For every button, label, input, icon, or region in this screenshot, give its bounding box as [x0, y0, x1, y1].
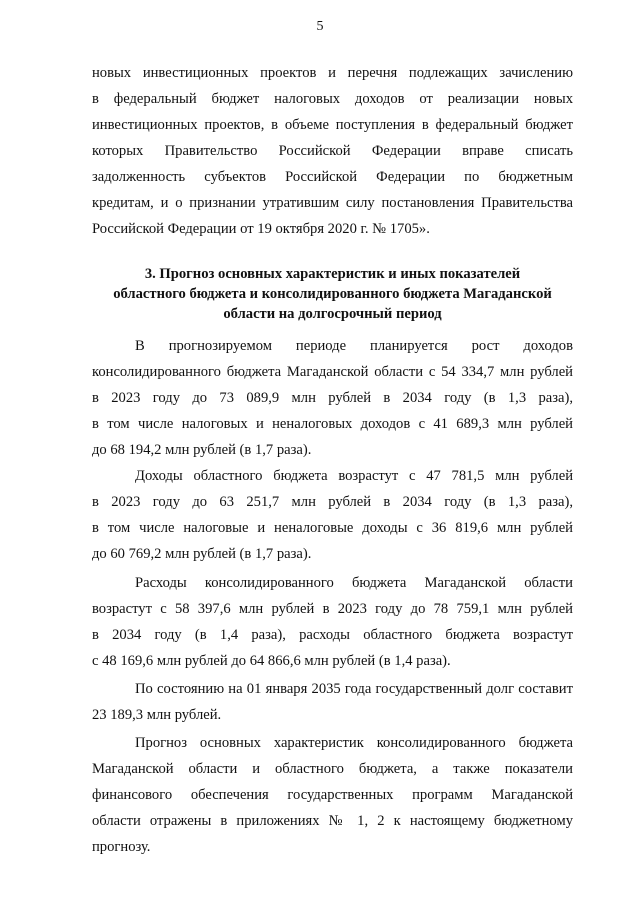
- text-line: Расходы консолидированного бюджета Магаданской области: [135, 575, 573, 591]
- text-line: Прогноз основных характеристик консолидированного бюджета: [135, 735, 573, 751]
- text-line: прогнозу.: [92, 839, 151, 855]
- text-line: новых инвестиционных проектов и перечня подлежащих зачислению: [92, 65, 573, 81]
- paragraph-state-debt: [92, 676, 573, 728]
- text-line: области отражены в приложениях № 1, 2 к настоящему бюджетному: [92, 813, 573, 829]
- text-line: финансового обеспечения государственных программ Магаданской: [92, 787, 573, 803]
- page-number: 5: [316, 19, 324, 34]
- paragraph-regional-revenue: [92, 463, 573, 567]
- text-line: инвестиционных проектов, в объеме поступления в федеральный бюджет: [92, 117, 573, 133]
- paragraph-forecast-appendices: [92, 730, 573, 860]
- text-line: в федеральный бюджет налоговых доходов от реализации новых: [92, 91, 573, 107]
- text-line: консолидированного бюджета Магаданской области с 54 334,7 млн рублей: [92, 364, 573, 380]
- paragraph-consolidated-revenue: [92, 333, 573, 463]
- text-line: задолженность субъектов Российской Федерации по бюджетным: [92, 169, 573, 185]
- text-line: в 2034 году (в 1,4 раза), расходы областного бюджета возрастут: [92, 627, 573, 643]
- text-line: в 2023 году до 73 089,9 млн рублей в 2034 году (в 1,3 раза),: [92, 390, 573, 406]
- heading-line: 3. Прогноз основных характеристик и иных показателей: [144, 266, 521, 282]
- text-line: По состоянию на 01 января 2035 года государственный долг составит: [135, 681, 573, 697]
- heading-line: областного бюджета и консолидированного бюджета Магаданской: [113, 286, 552, 302]
- text-line: 23 189,3 млн рублей.: [92, 707, 222, 723]
- text-line: в том числе налоговые и неналоговые доходы с 36 819,6 млн рублей: [92, 520, 573, 536]
- text-line: в 2023 году до 63 251,7 млн рублей в 2034 году (в 1,3 раза),: [92, 494, 573, 510]
- text-line: которых Правительство Российской Федерации вправе списать: [92, 143, 573, 159]
- text-line: до 60 769,2 млн рублей (в 1,7 раза).: [92, 546, 312, 562]
- text-line: в том числе налоговых и неналоговых доходов с 41 689,3 млн рублей: [92, 416, 573, 432]
- text-line: Российской Федерации от 19 октября 2020 г. № 1705».: [92, 221, 430, 237]
- text-line: с 48 169,6 млн рублей до 64 866,6 млн рублей (в 1,4 раза).: [92, 653, 451, 669]
- text-line: кредитам, и о признании утратившим силу постановления Правительства: [92, 195, 573, 211]
- paragraph-expenditures: [92, 570, 573, 674]
- section-heading: [92, 264, 573, 324]
- heading-line: области на долгосрочный период: [223, 306, 442, 322]
- text-line: Магаданской области и областного бюджета, а также показатели: [92, 761, 573, 777]
- text-line: Доходы областного бюджета возрастут с 47 781,5 млн рублей: [135, 468, 573, 484]
- intro-paragraph: [92, 60, 573, 242]
- text-line: до 68 194,2 млн рублей (в 1,7 раза).: [92, 442, 312, 458]
- text-line: В прогнозируемом периоде планируется рост доходов: [135, 338, 573, 354]
- text-line: возрастут с 58 397,6 млн рублей в 2023 году до 78 759,1 млн рублей: [92, 601, 573, 617]
